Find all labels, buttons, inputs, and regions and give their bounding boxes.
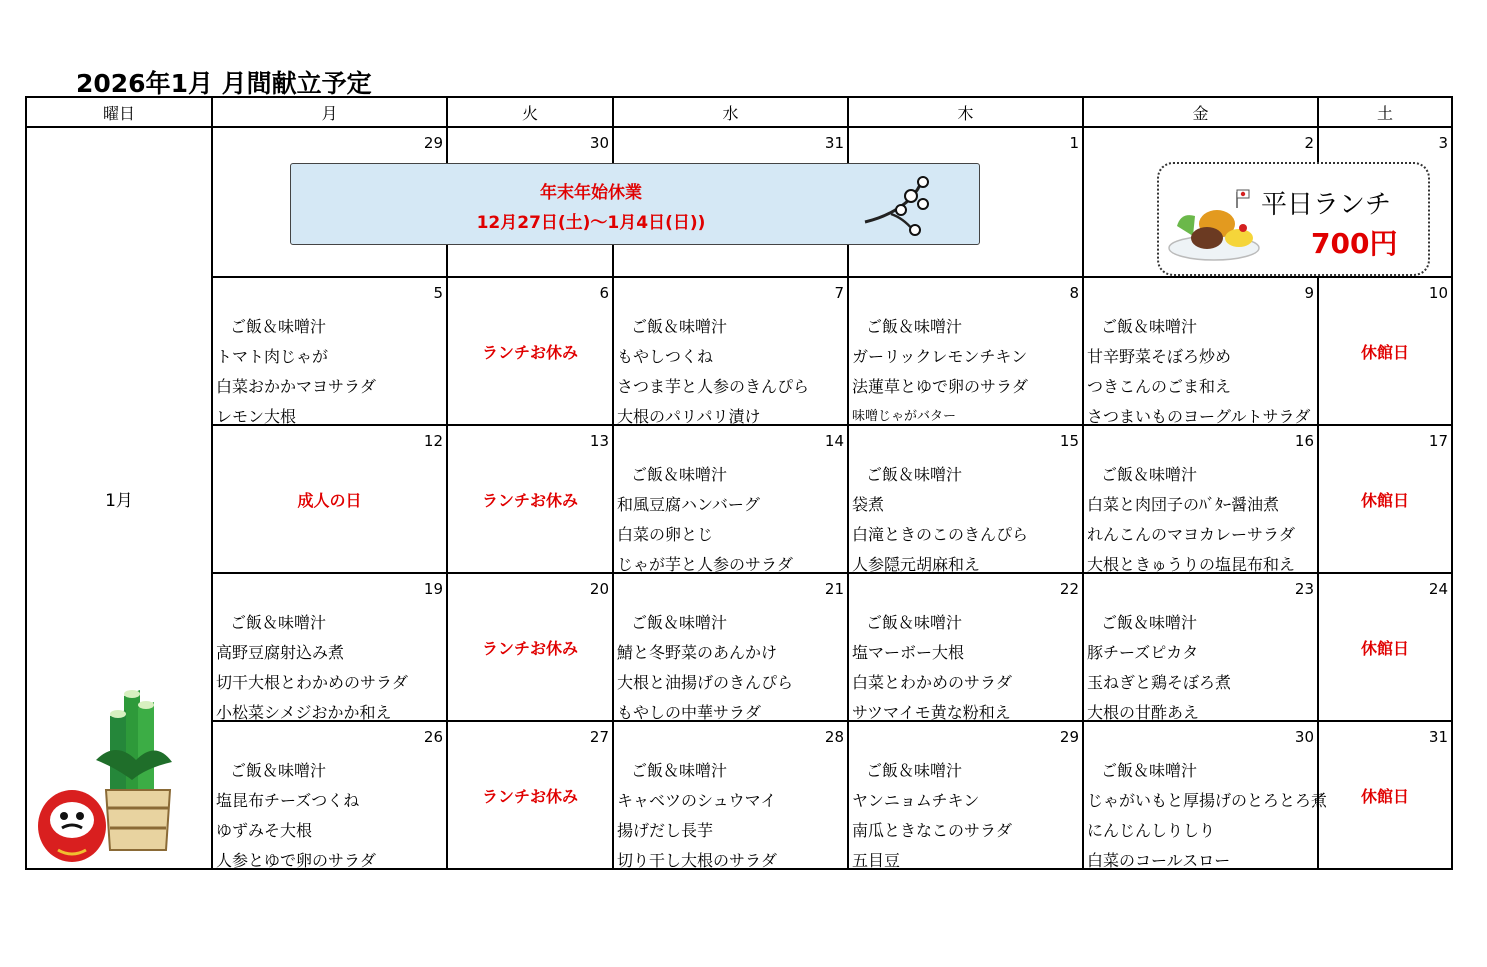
menu-item: 和風豆腐ハンバーグ: [617, 495, 760, 514]
menu-item: 白菜のコールスロー: [1087, 851, 1231, 870]
menu-item: 豚チーズピカタ: [1087, 643, 1199, 662]
menu-staple: ご飯＆味噌汁: [1101, 317, 1198, 336]
header-row: [26, 97, 1452, 127]
menu-item: サツマイモ黄な粉和え: [852, 703, 1011, 722]
date-number: 31: [1428, 728, 1448, 746]
day-cell-mon: [212, 277, 447, 425]
date-number: 30: [589, 134, 609, 152]
menu-staple: ご飯＆味噌汁: [631, 613, 728, 632]
menu-staple: ご飯＆味噌汁: [230, 761, 327, 780]
day-cell-sat: [1318, 425, 1452, 573]
menu-item: 切干大根とわかめのサラダ: [216, 673, 408, 692]
day-cell-thu: [848, 277, 1083, 425]
closure-note: ランチお休み: [481, 639, 578, 658]
plum-blossom-icon: [861, 172, 941, 238]
date-number: 7: [834, 284, 844, 302]
month-label: 1月: [105, 490, 133, 511]
date-number: 2: [1304, 134, 1314, 152]
date-number: 21: [824, 580, 844, 598]
page-title: 2026年1月 月間献立予定: [76, 69, 372, 98]
menu-item: 高野豆腐射込み煮: [216, 643, 345, 662]
day-cell-fri: [1083, 277, 1318, 425]
date-number: 31: [824, 134, 844, 152]
menu-staple: ご飯＆味噌汁: [866, 317, 963, 336]
date-number: 14: [824, 432, 844, 450]
menu-item: 人参隠元胡麻和え: [852, 555, 981, 574]
holiday-banner: [290, 163, 980, 245]
menu-item: 塩マーボー大根: [852, 643, 965, 662]
date-number: 10: [1428, 284, 1448, 302]
menu-item: 揚げだし長芋: [617, 821, 714, 840]
menu-staple: ご飯＆味噌汁: [1101, 613, 1198, 632]
closure-note: 休館日: [1360, 343, 1409, 362]
day-cell-tue: [447, 573, 613, 721]
menu-staple: ご飯＆味噌汁: [631, 465, 728, 484]
menu-item: 玉ねぎと鶏そぼろ煮: [1087, 673, 1232, 692]
day-cell-sat: [1318, 277, 1452, 425]
menu-item: 小松菜シメジおかか和え: [216, 703, 392, 722]
kadomatsu-bamboo: [110, 690, 154, 800]
date-number: 12: [423, 432, 443, 450]
menu-staple: ご飯＆味噌汁: [866, 761, 963, 780]
menu-item: もやしの中華サラダ: [617, 703, 761, 722]
kadomatsu-icon: [36, 690, 176, 865]
menu-list: [617, 312, 809, 432]
date-number: 27: [589, 728, 609, 746]
menu-item: 甘辛野菜そぼろ炒め: [1087, 347, 1232, 366]
header-mon: 月: [212, 97, 447, 127]
menu-staple: ご飯＆味噌汁: [1101, 761, 1198, 780]
closure-note: ランチお休み: [481, 491, 578, 510]
menu-staple: ご飯＆味噌汁: [631, 761, 728, 780]
day-cell-fri: [1083, 721, 1328, 870]
header-fri: 金: [1083, 97, 1318, 127]
header-sat: 土: [1318, 97, 1452, 127]
menu-list: [1087, 756, 1327, 876]
menu-item: つきこんのごま和え: [1087, 377, 1232, 396]
menu-item: れんこんのマヨカレーサラダ: [1087, 525, 1295, 544]
menu-item: 切り干し大根のサラダ: [617, 851, 777, 870]
menu-item: 南瓜ときなこのサラダ: [852, 821, 1012, 840]
menu-item: もやしつくね: [617, 347, 714, 366]
menu-list: [617, 460, 793, 580]
menu-staple: ご飯＆味噌汁: [230, 613, 327, 632]
menu-list: [852, 756, 1012, 876]
date-number: 30: [1294, 728, 1314, 746]
menu-list: [617, 608, 793, 728]
menu-list: [617, 756, 777, 876]
closure-note: 休館日: [1360, 491, 1409, 510]
menu-item: じゃが芋と人参のサラダ: [617, 555, 793, 574]
date-number: 28: [824, 728, 844, 746]
header-wed: 水: [613, 97, 848, 127]
menu-item: トマト肉じゃが: [216, 347, 329, 366]
menu-list: [852, 608, 1012, 728]
menu-item: 大根のパリパリ漬け: [617, 407, 761, 426]
menu-item: ゆずみそ大根: [216, 821, 313, 840]
date-number: 8: [1069, 284, 1079, 302]
menu-item: じゃがいもと厚揚げのとろとろ煮: [1087, 791, 1328, 810]
holiday-period: 12月27日(土)～1月4日(日)): [476, 213, 706, 233]
menu-staple: ご飯＆味噌汁: [631, 317, 728, 336]
closure-note: 休館日: [1360, 787, 1409, 806]
menu-item: 大根と油揚げのきんぴら: [617, 673, 794, 692]
closure-note: 休館日: [1360, 639, 1409, 658]
menu-item: さつま芋と人参のきんぴら: [617, 377, 810, 396]
menu-item: 人参とゆで卵のサラダ: [216, 851, 376, 870]
week-row: [26, 573, 1452, 721]
menu-staple: ご飯＆味噌汁: [866, 613, 963, 632]
date-number: 29: [1059, 728, 1079, 746]
day-cell-tue: [447, 277, 613, 425]
menu-item: 大根の甘酢あえ: [1087, 703, 1200, 722]
menu-staple: ご飯＆味噌汁: [1101, 465, 1198, 484]
date-number: 22: [1059, 580, 1079, 598]
day-cell-thu: [848, 573, 1083, 721]
menu-list: [216, 312, 376, 432]
menu-item: にんじんしりしり: [1087, 821, 1216, 840]
day-cell-thu: [848, 721, 1083, 869]
date-number: 9: [1304, 284, 1314, 302]
date-number: 17: [1428, 432, 1448, 450]
date-number: 26: [423, 728, 443, 746]
date-number: 24: [1428, 580, 1448, 598]
week-row: [26, 277, 1452, 425]
menu-item: 法蓮草とゆで卵のサラダ: [852, 377, 1028, 396]
day-cell-mon: [212, 425, 447, 573]
date-number: 1: [1069, 134, 1079, 152]
menu-list: [216, 608, 408, 728]
menu-item: 大根ときゅうりの塩昆布和え: [1087, 555, 1296, 574]
menu-list: [852, 460, 1028, 580]
date-number: 19: [423, 580, 443, 598]
header-thu: 木: [848, 97, 1083, 127]
date-number: 5: [433, 284, 443, 302]
menu-item: レモン大根: [216, 407, 297, 426]
closure-note: ランチお休み: [481, 787, 578, 806]
day-cell-sat: [1318, 573, 1452, 721]
menu-list: [216, 756, 376, 876]
closure-note: 成人の日: [297, 491, 362, 510]
menu-staple: ご飯＆味噌汁: [230, 317, 327, 336]
day-cell-thu: [848, 425, 1083, 573]
day-cell-wed: [613, 573, 848, 721]
day-cell-fri: [1083, 425, 1318, 573]
menu-item: 味噌じゃがバター: [852, 409, 957, 424]
menu-item: 袋煮: [852, 495, 885, 514]
menu-item: 五目豆: [852, 851, 901, 870]
menu-item: 白滝ときのこのきんぴら: [852, 525, 1029, 544]
week-row: [26, 425, 1452, 573]
day-cell-tue: [447, 425, 613, 573]
date-number: 29: [423, 134, 443, 152]
menu-item: ガーリックレモンチキン: [852, 347, 1028, 366]
menu-item: キャベツのシュウマイ: [617, 791, 777, 810]
date-number: 23: [1294, 580, 1314, 598]
date-number: 20: [589, 580, 609, 598]
week-row: [26, 721, 1452, 869]
menu-item: さつまいものヨーグルトサラダ: [1087, 407, 1311, 426]
day-cell-tue: [447, 721, 613, 869]
day-cell-mon: [212, 573, 447, 721]
header-tue: 火: [447, 97, 613, 127]
closure-note: ランチお休み: [481, 343, 578, 362]
menu-staple: ご飯＆味噌汁: [866, 465, 963, 484]
lunch-plate-icon: [1167, 186, 1262, 266]
day-cell-wed: [613, 277, 848, 425]
lunch-title: 平日ランチ: [1261, 190, 1392, 220]
daruma-icon: [38, 790, 106, 862]
date-number: 3: [1438, 134, 1448, 152]
lunch-price-box: [1157, 162, 1430, 276]
holiday-title: 年末年始休業: [540, 183, 642, 203]
day-cell-fri: [1083, 573, 1318, 721]
day-cell-sat: [1318, 721, 1452, 869]
lunch-price: 700円: [1311, 227, 1398, 260]
menu-list: [1087, 460, 1295, 580]
day-cell-mon: [212, 721, 447, 869]
menu-list: [1087, 312, 1310, 432]
date-number: 15: [1059, 432, 1079, 450]
menu-item: 白菜と肉団子のﾊﾞﾀｰ醤油煮: [1087, 495, 1280, 514]
day-cell-wed: [613, 721, 848, 869]
date-number: 13: [589, 432, 609, 450]
day-cell-wed: [613, 425, 848, 573]
header-weekday: 曜日: [26, 97, 212, 127]
menu-item: ヤンニョムチキン: [852, 791, 980, 810]
menu-item: 白菜おかかマヨサラダ: [216, 377, 376, 396]
menu-item: 塩昆布チーズつくね: [216, 791, 360, 810]
date-number: 6: [599, 284, 609, 302]
date-number: 16: [1294, 432, 1314, 450]
menu-item: 白菜とわかめのサラダ: [852, 673, 1012, 692]
menu-list: [852, 312, 1028, 432]
menu-item: 鯖と冬野菜のあんかけ: [617, 643, 778, 662]
menu-list: [1087, 608, 1231, 728]
menu-item: 白菜の卵とじ: [617, 525, 714, 544]
